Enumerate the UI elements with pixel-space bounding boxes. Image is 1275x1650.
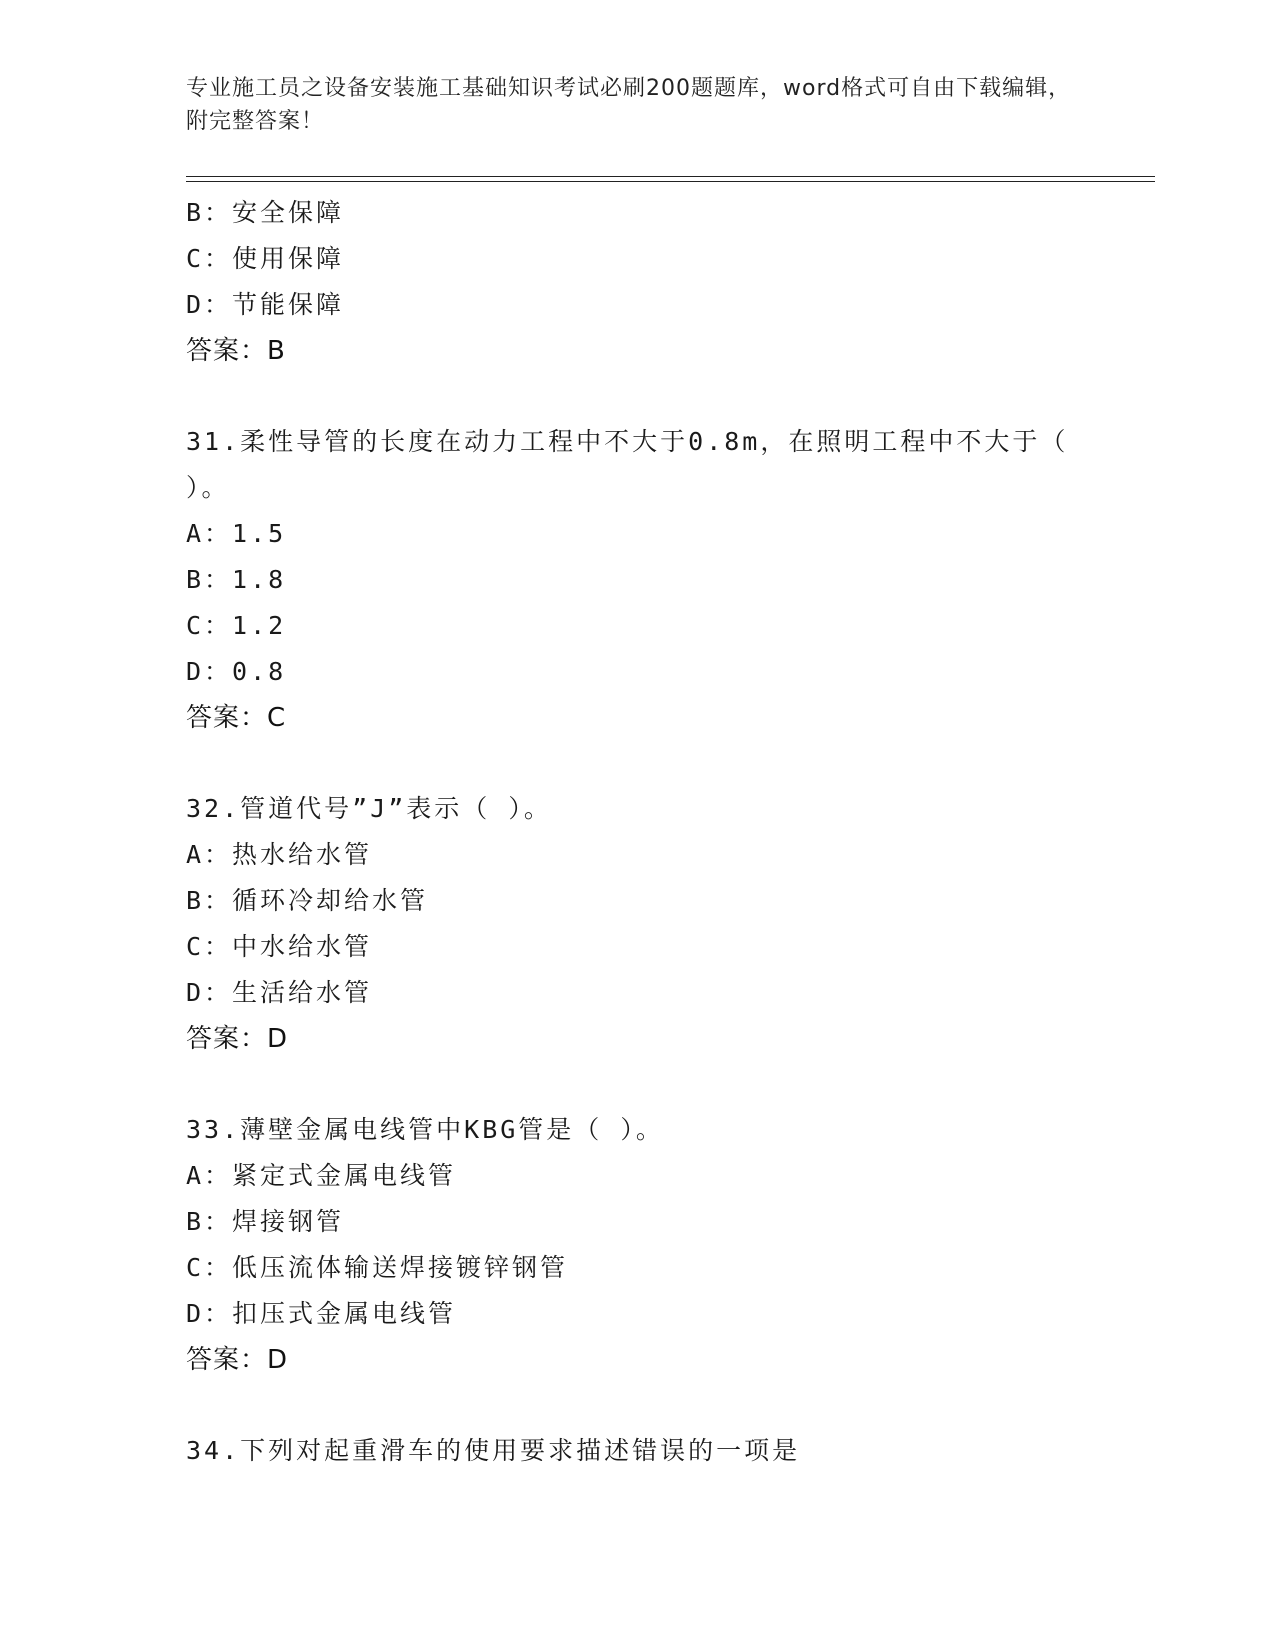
option-d: D：生活给水管 [186,978,373,1007]
question-31 [186,419,1086,741]
option-a: A：热水给水管 [186,840,373,869]
option-b: B：循环冷却给水管 [186,886,429,915]
question-list [186,190,1086,1474]
option-b: B：安全保障 [186,198,345,227]
question-33 [186,1107,1086,1383]
header-rule-bottom [186,181,1155,182]
header-rule-top [186,176,1155,177]
question-text: 34.下列对起重滑车的使用要求描述错误的一项是 [186,1436,801,1465]
option-b: B：1.8 [186,565,287,594]
option-c: C：低压流体输送焊接镀锌钢管 [186,1253,569,1282]
question-text: 31.柔性导管的长度在动力工程中不大于0.8m，在照明工程中不大于（ ）。 [186,427,1069,502]
option-c: C：中水给水管 [186,932,373,961]
option-c: C：使用保障 [186,244,345,273]
option-c: C：1.2 [186,611,287,640]
question-text: 33.薄壁金属电线管中KBG管是（ ）。 [186,1115,664,1144]
document-header: 专业施工员之设备安装施工基础知识考试必刷200题题库，word格式可自由下载编辑，附完整答案！ [186,76,1072,134]
option-a: A：1.5 [186,519,287,548]
answer-line: 答案：C [186,703,287,733]
question-30-continued [186,190,1086,374]
option-d: D：扣压式金属电线管 [186,1299,457,1328]
question-32 [186,786,1086,1062]
answer-line: 答案：D [186,1024,289,1054]
option-a: A：紧定式金属电线管 [186,1161,457,1190]
option-b: B：焊接钢管 [186,1207,345,1236]
question-text: 32.管道代号”J”表示（ ）。 [186,794,552,823]
answer-line: 答案：B [186,336,286,366]
option-d: D：0.8 [186,657,287,686]
option-d: D：节能保障 [186,290,345,319]
question-34 [186,1428,1086,1474]
answer-line: 答案：D [186,1345,289,1375]
